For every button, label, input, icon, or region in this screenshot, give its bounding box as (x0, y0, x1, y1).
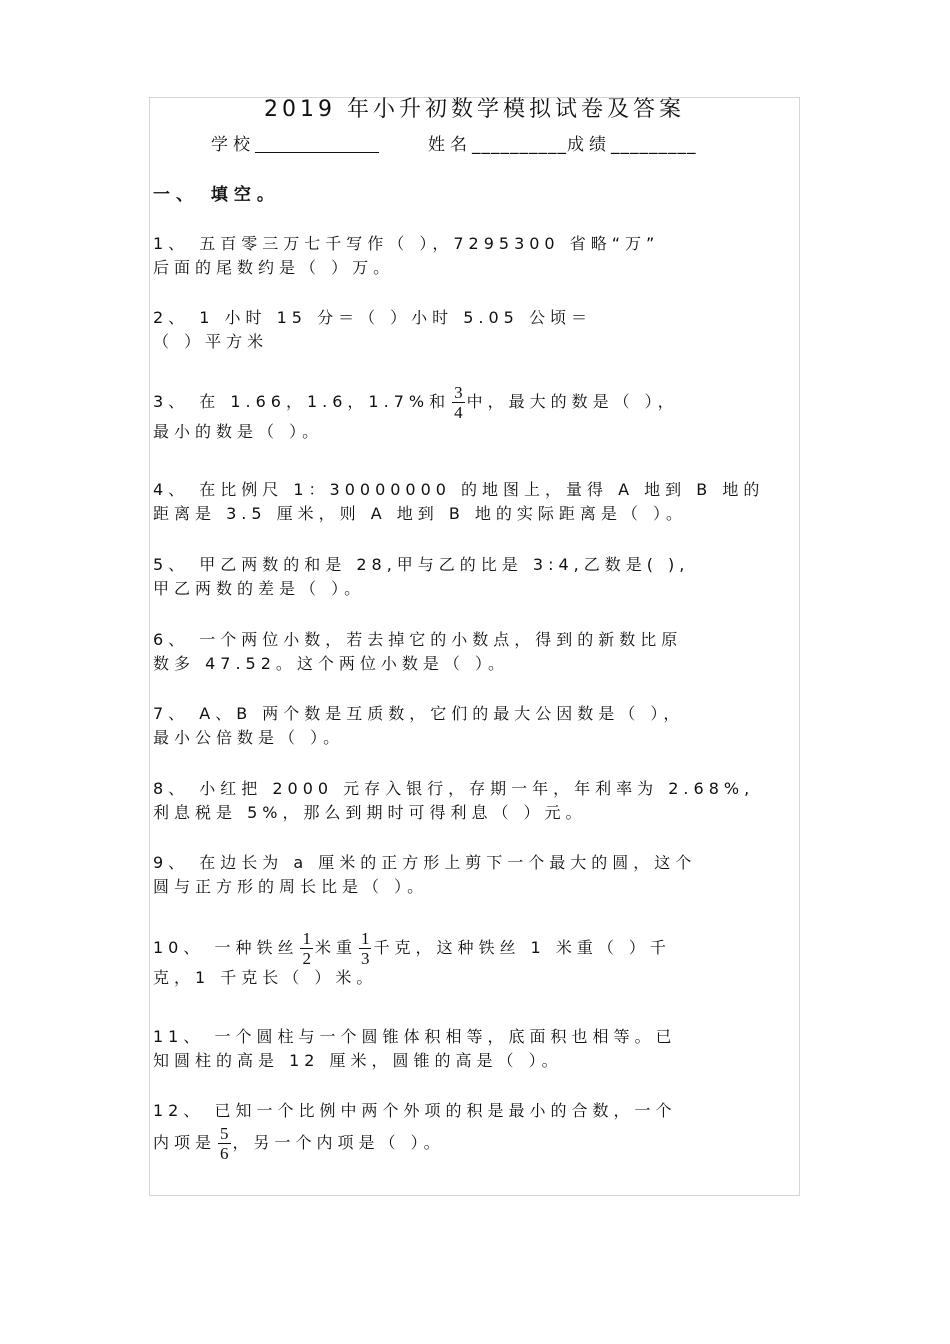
question-line: 9、 在边长为 a 厘米的正方形上剪下一个最大的圆，这个 (153, 853, 697, 872)
question-1 (153, 232, 793, 280)
question-line: 数多 47.52。这个两位小数是（ ）。 (153, 654, 509, 673)
question-5 (153, 553, 793, 601)
question-3 (153, 374, 793, 444)
fraction (218, 1124, 231, 1163)
question-4 (153, 478, 793, 526)
school-label: 学校 (211, 135, 255, 155)
question-line: 最小的数是（ ）。 (153, 422, 324, 441)
question-line: 5、 甲乙两数的和是 28,甲与乙的比是 3:4,乙数是( ), (153, 555, 690, 574)
fraction (300, 929, 313, 968)
question-line: 甲乙两数的差是（ ）。 (153, 579, 366, 598)
fraction (452, 383, 465, 422)
name-label: 姓名 (428, 135, 472, 155)
question-text: 中，最大的数是（ ）， (466, 392, 679, 411)
question-line: 知圆柱的高是 12 厘米，圆锥的高是（ ）。 (153, 1051, 563, 1070)
question-text: 内项是 (153, 1133, 217, 1152)
question-text: 米重 (314, 938, 357, 957)
fraction-denominator: 3 (360, 949, 370, 968)
question-line: 12、 已知一个比例中两个外项的积是最小的合数，一个 (153, 1101, 677, 1120)
question-text: 3、 在 1.66，1.6，1.7%和 (153, 392, 451, 411)
question-line: 8、 小红把 2000 元存入银行，存期一年，年利率为 2.68%, (153, 779, 755, 798)
question-line: 利息税是 5%，那么到期时可得利息（ ）元。 (153, 803, 587, 822)
question-line: 2、 1 小时 15 分＝（ ）小时 5.05 公顷＝ (153, 308, 592, 327)
question-line: 1、 五百零三万七千写作（ ），7295300 省略“万” (153, 234, 660, 253)
fraction-denominator: 2 (302, 949, 311, 968)
question-line: 后面的尾数约是（ ）万。 (153, 258, 395, 277)
question-11 (153, 1025, 793, 1073)
question-9 (153, 851, 793, 899)
question-line: 4、 在比例尺 1：30000000 的地图上，量得 A 地到 B 地的 (153, 480, 765, 499)
question-10 (153, 920, 793, 990)
question-line: 克，1 千克长（ ）米。 (153, 968, 378, 987)
question-line: 最小公倍数是（ ）。 (153, 728, 345, 747)
section-title: 一、 填空。 (153, 185, 280, 205)
fraction-numerator: 1 (360, 929, 370, 948)
fraction-numerator: 3 (454, 383, 463, 402)
fraction-denominator: 6 (220, 1144, 229, 1163)
fraction-numerator: 5 (220, 1124, 229, 1143)
question-7 (153, 702, 793, 750)
question-line: 6、 一个两位小数，若去掉它的小数点，得到的新数比原 (153, 630, 683, 649)
fraction (359, 929, 372, 968)
question-text: ，另一个内项是（ ）。 (232, 1133, 445, 1152)
question-line: （ ）平方米 (153, 332, 269, 351)
question-line: 11、 一个圆柱与一个圆锥体积相等，底面积也相等。已 (153, 1027, 677, 1046)
fraction-numerator: 1 (302, 929, 311, 948)
name-blank[interactable]: __________ (472, 135, 567, 155)
score-label: 成绩 (567, 135, 611, 155)
question-12 (153, 1099, 793, 1171)
page-title: 2019 年小升初数学模拟试卷及答案 (264, 97, 685, 122)
question-text: 10、 一种铁丝 (153, 938, 299, 957)
question-line (153, 1115, 793, 1171)
question-8 (153, 777, 793, 825)
fraction-denominator: 4 (454, 403, 463, 422)
question-line: 圆与正方形的周长比是（ ）。 (153, 877, 429, 896)
question-text: 千克，这种铁丝 1 米重（ ）千 (373, 938, 671, 957)
school-blank[interactable] (255, 136, 379, 153)
question-6 (153, 628, 793, 676)
school-field (211, 130, 379, 155)
score-blank[interactable]: _________ (611, 135, 697, 155)
question-line: 距离是 3.5 厘米，则 A 地到 B 地的实际距离是（ ）。 (153, 504, 687, 523)
question-line: 7、 A、B 两个数是互质数，它们的最大公因数是（ ）， (153, 704, 685, 723)
question-2 (153, 306, 793, 354)
name-score-field (428, 130, 697, 155)
